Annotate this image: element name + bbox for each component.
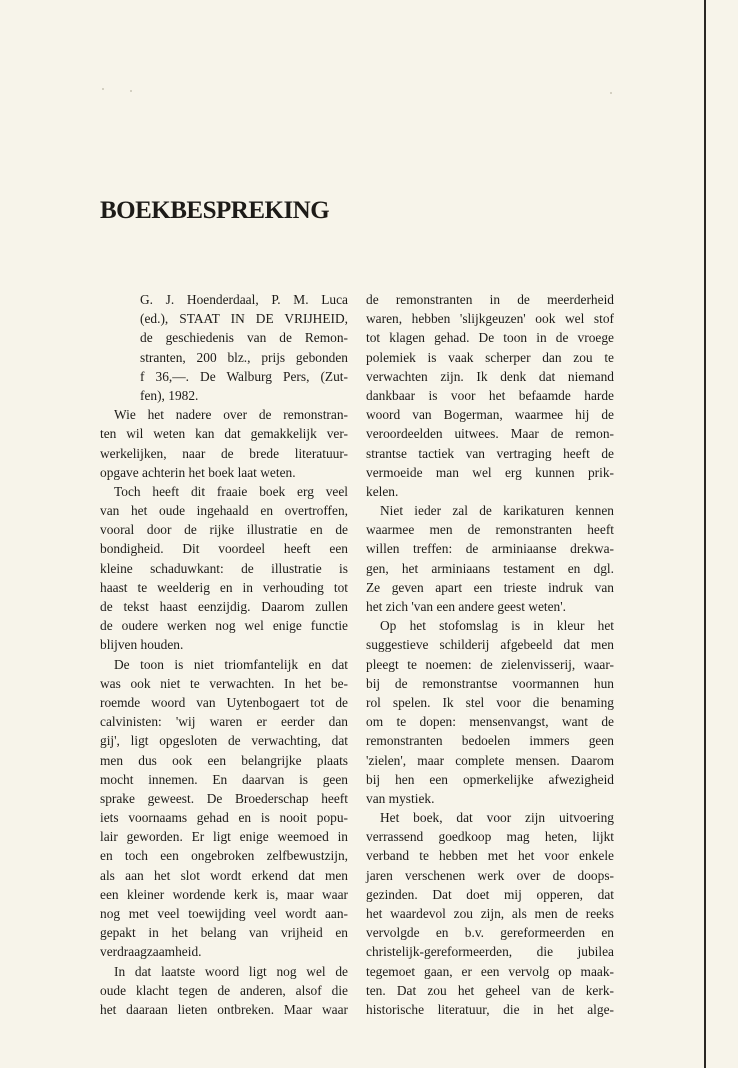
text-line: woord van Bogerman, waarmee hij de [366,407,614,423]
text-line: gepakt in het belang van vrijheid en [100,925,348,941]
text-line: verrassend goedkoop mag heten, lijkt [366,829,614,845]
paragraph [100,482,348,655]
paragraph [366,616,614,808]
paper-speck [130,90,132,92]
text-line: tegemoet gaan, er een vervolg op maak- [366,963,614,979]
book-reference [100,290,348,405]
reference-line: de geschiedenis van de Remon- [140,330,348,346]
text-line: een kleiner wordende kerk is, maar waar [100,886,348,902]
text-line: lair geworden. Er ligt enige weemoed in [100,829,348,845]
text-line: veroordeelden uitwees. Maar de remon- [366,426,614,442]
text-line: iets voornaams gehad en is nooit popu- [100,810,348,826]
text-line: verdraagzaamheid. [100,944,202,960]
paragraph [366,808,614,1019]
text-line: polemiek is vaak scherper dan zou te [366,349,614,365]
page-heading: BOEKBESPREKING [100,197,330,224]
text-line: het zich 'van een andere geest weten'. [366,599,567,614]
text-line: gij', ligt opgesloten de verwachting, dat [100,733,348,749]
text-line: De toon is niet triomfantelijk en dat [114,656,348,672]
paper-speck [102,88,104,90]
text-line: strantse tactiek van vertraging heeft de [366,445,614,461]
text-line: gen, het arminiaans testament en dgl. [366,560,614,576]
text-line: bij de remonstrantse voormannen hun [366,675,614,691]
reference-line: fen), 1982. [140,387,199,403]
text-line: het daaraan lieten ontbreken. Maar waar [100,1001,348,1017]
paragraph [366,501,614,616]
text-line: dankbaar is voor het befaamde harde [366,387,614,403]
text-line: willen treffen: de arminiaanse drekwa- [366,541,614,557]
text-line: de tekst haast eenzijdig. Daarom zullen [100,599,348,614]
text-line: gezinden. Dat doet mij opperen, dat [366,886,614,902]
reference-line: G. J. Hoenderdaal, P. M. Luca [140,292,348,307]
text-line: de oudere werken nog wel enige functie [100,618,348,634]
text-line: jaren verschenen werk over de doops- [366,867,614,883]
text-line: ten wil weten kan dat gemakkelijk ver- [100,426,348,442]
paragraph [100,962,348,1020]
text-line: bondigheid. Dit voordeel heeft een [100,541,348,557]
text-line: vervolgde en b.v. gereformeerden en [366,925,614,941]
left-column [100,290,348,1019]
text-line: kelen. [366,483,399,499]
paragraph [100,655,348,962]
text-line: pleegt te noemen: de zielenvisserij, waar- [366,656,614,672]
right-column-body [366,290,614,1019]
text-line: als aan het slot wordt erkend dat men [100,867,348,883]
text-line: opgave achterin het boek laat weten. [100,464,296,480]
text-line: In dat laatste woord ligt nog wel de [114,963,348,979]
text-line: tot klagen gehad. De toon in de vroege [366,330,614,346]
text-line: christelijk-gereformeerden, die jubilea [366,944,614,960]
text-line: vooral door de rijke illustratie en de [100,522,348,538]
page-edge-line [704,0,706,1068]
text-line: men dus ook een belangrijke plaats [100,752,348,768]
text-line: verband te hebben met het voor enkele [366,848,614,864]
text-line: werkelijken, naar de brede literatuur- [100,445,348,461]
left-column-body [100,405,348,1019]
text-line: haast te weelderig en in verhouding tot [100,579,348,595]
text-line: remonstranten bedoelen immers geen [366,733,614,749]
text-line: het waardevol zou zijn, als men de reeks [366,906,614,921]
text-line: Ze geven apart een trieste indruk van [366,579,614,595]
text-line: bij hen een opmerkelijke afwezigheid [366,771,614,787]
reference-line: f 36,—. De Walburg Pers, (Zut- [140,368,348,384]
text-line: Niet ieder zal de karikaturen kennen [380,503,614,519]
text-line: calvinisten: 'wij waren er eerder dan [100,714,348,730]
text-line: nog met veel toewijding veel wordt aan- [100,906,348,921]
text-line: sprake geweest. De Broederschap heeft [100,790,348,806]
text-line: kleine schaduwkant: de illustratie is [100,560,348,576]
text-line: mocht innemen. En daarvan is geen [100,771,348,787]
text-line: en toch een ongebroken zelfbewustzijn, [100,848,348,864]
text-line: waarmee men de remonstranten heeft [366,522,614,538]
text-line: om te dopen: mensenvangst, want de [366,714,614,730]
text-line: van het oude ingehaald en overtroffen, [100,503,348,519]
text-line: Op het stofomslag is in kleur het [380,618,614,634]
text-line: verwachten zijn. Ik denk dat niemand [366,368,614,384]
text-line: Toch heeft dit fraaie boek erg veel [114,483,348,499]
paragraph [100,405,348,482]
text-line: blijven houden. [100,637,184,653]
text-line: historische literatuur, die in het alge- [366,1001,614,1017]
paper-speck [610,92,612,94]
text-line: oude klacht tegen de anderen, alsof die [100,982,348,998]
reference-line: stranten, 200 blz., prijs gebonden [140,349,348,365]
text-line: van mystiek. [366,790,435,806]
text-line: de remonstranten in de meerderheid [366,292,614,307]
text-line: Het boek, dat voor zijn uitvoering [380,810,614,826]
text-line: Wie het nadere over de remonstran- [114,407,348,423]
text-line: rol spelen. Ik stel voor die benaming [366,694,614,710]
right-column [366,290,614,1019]
reference-line: (ed.), STAAT IN DE VRIJHEID, [140,311,348,327]
text-line: ten. Dat zou het geheel van de kerk- [366,982,614,998]
text-line: was ook niet te verwachten. In het be- [100,675,348,691]
text-line: roemde woord van Uytenbogaert tot de [100,694,348,710]
text-line: suggestieve schilderij afgebeeld dat men [366,637,614,653]
text-line: vermoeide man wel erg kunnen prik- [366,464,614,480]
paragraph [366,290,614,501]
text-line: waren, hebben 'slijkgeuzen' ook wel stof [366,311,614,327]
text-line: 'zielen', maar complete mensen. Daarom [366,752,614,768]
